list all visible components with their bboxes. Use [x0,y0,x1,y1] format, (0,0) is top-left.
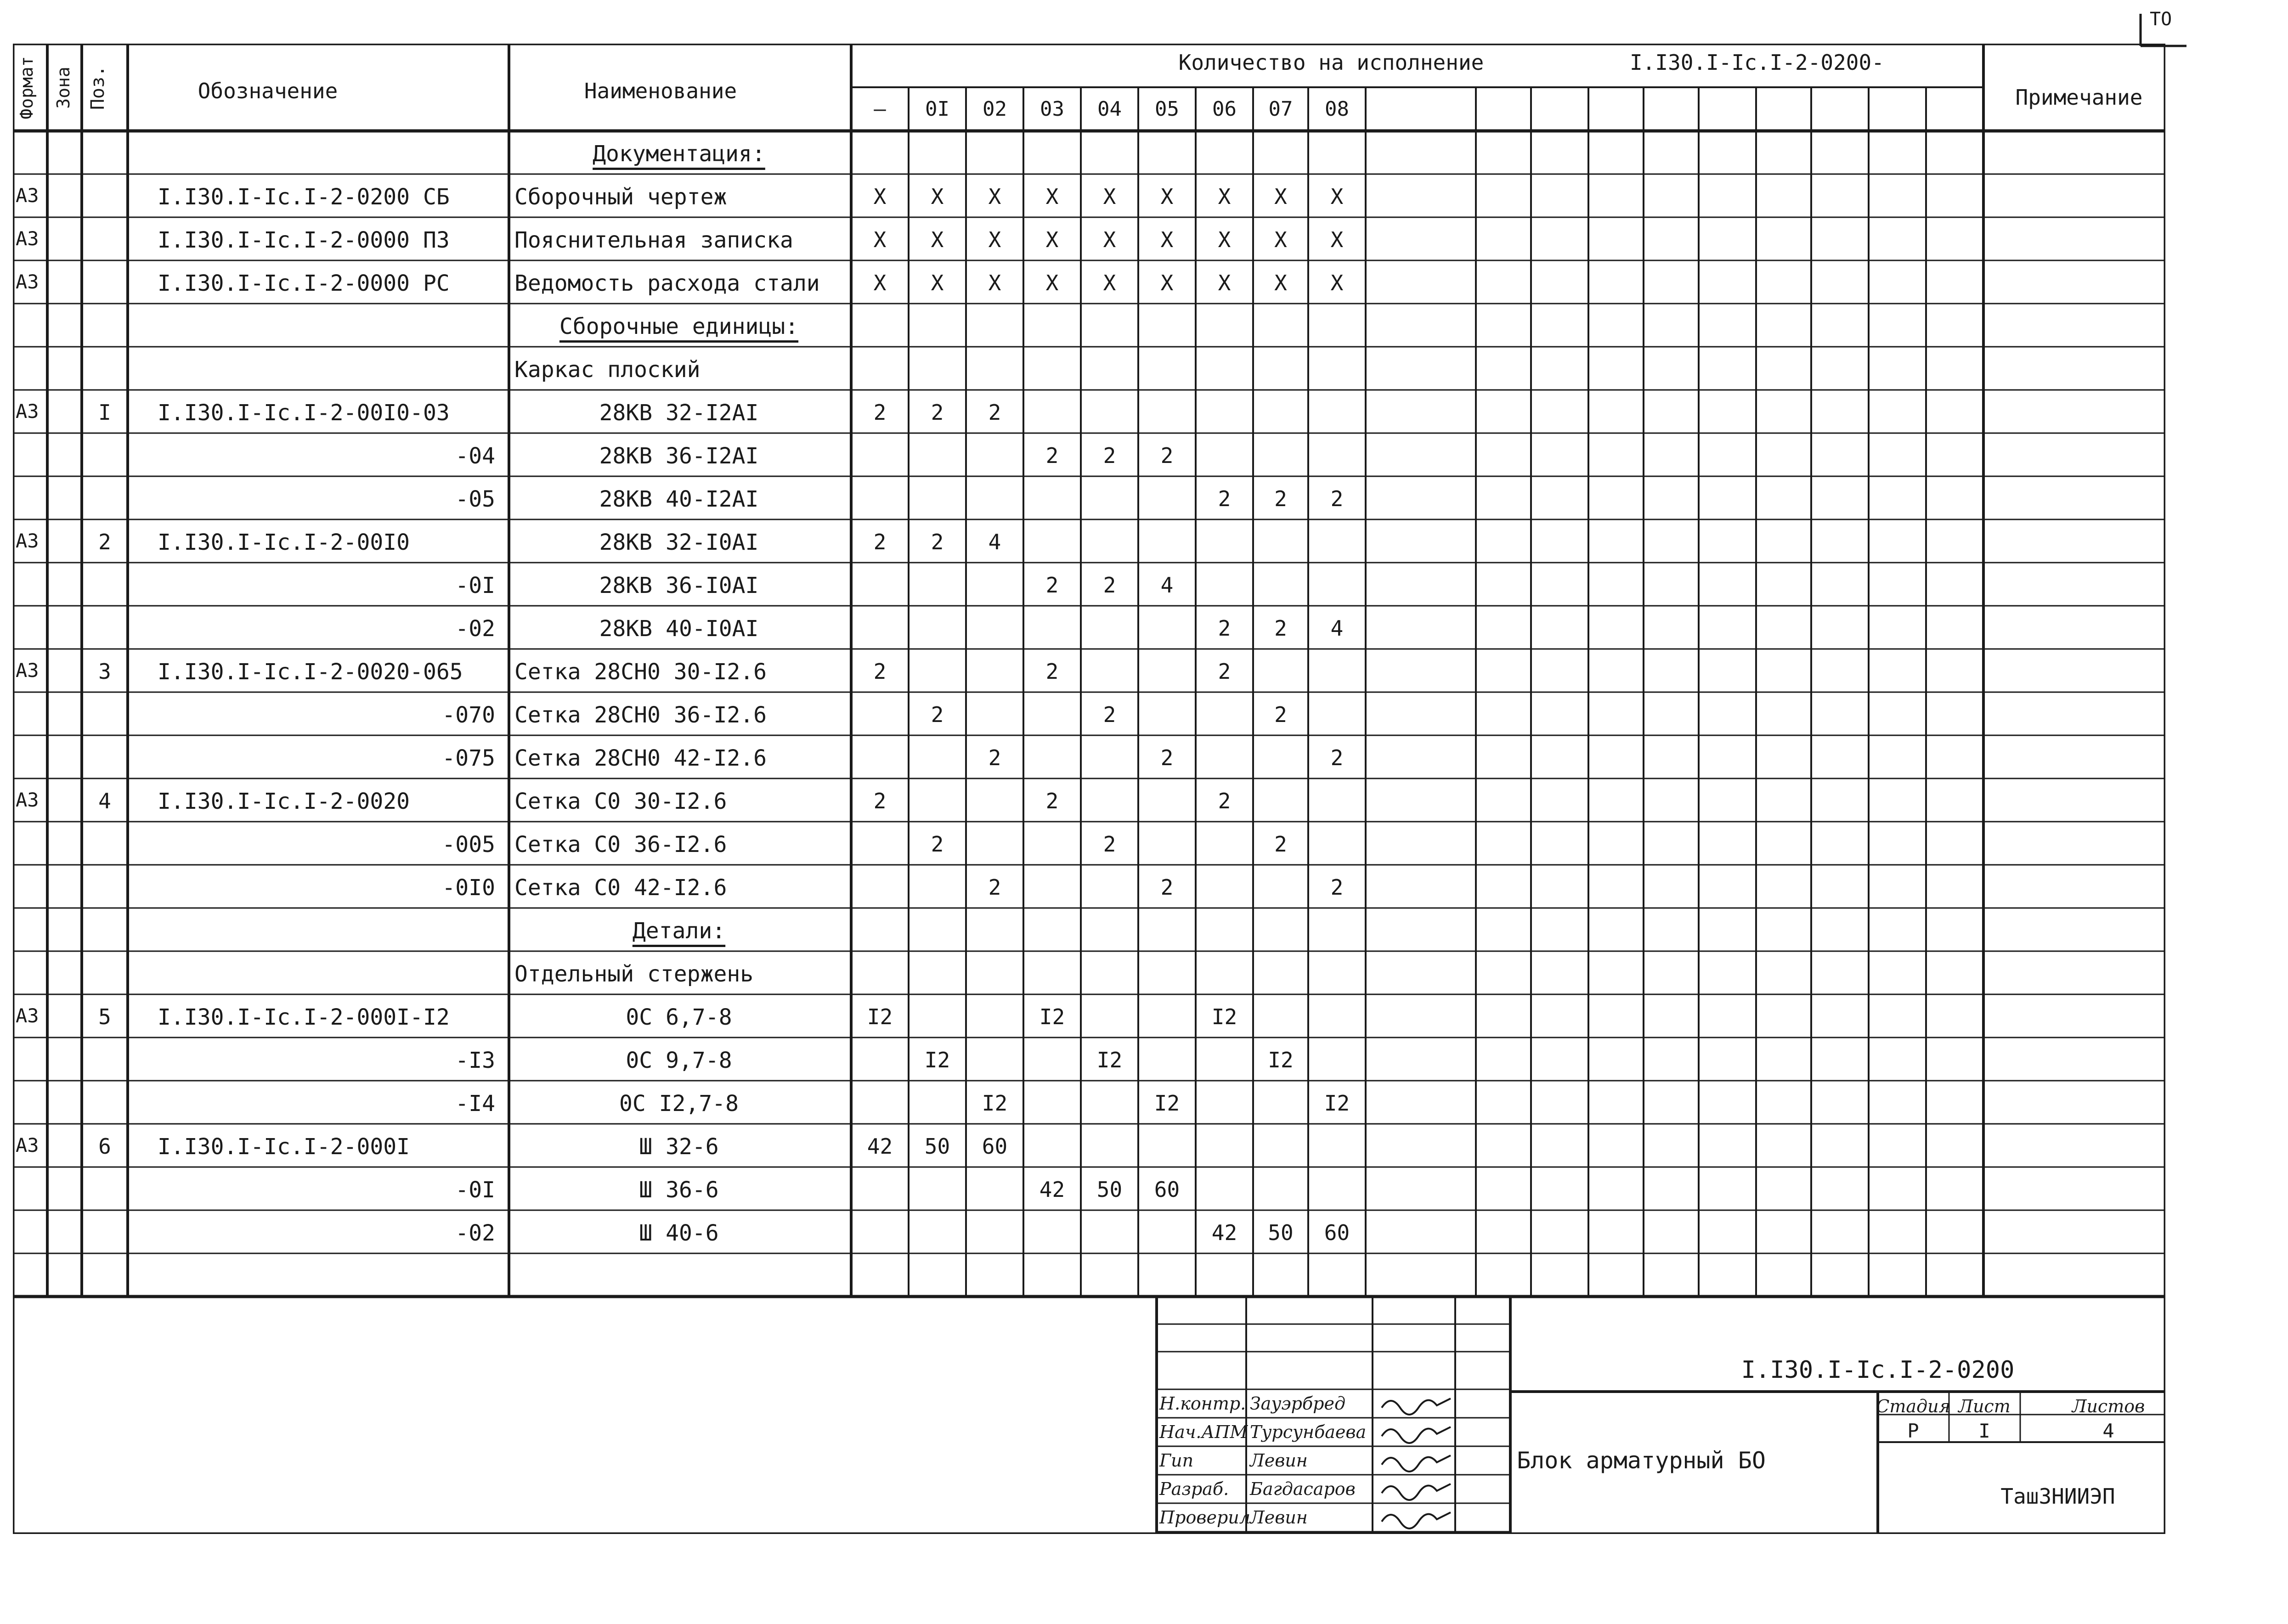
qty-cell: X [1218,271,1231,295]
row-pos: 6 [98,1134,111,1159]
row-designation: -I4 [455,1091,495,1116]
row-name: 28КВ 36-I2АI [599,443,759,469]
qty-cell: 2 [873,400,887,425]
row-name: Ш 36-6 [639,1177,719,1203]
qty-cell: 2 [931,702,944,727]
qty-col-header: 08 [1325,97,1349,121]
qty-cell: 2 [1218,659,1231,684]
row-name: 28КВ 40-I0АI [599,616,759,642]
row-designation: I.I30.I-Ic.I-2-0020 [158,789,410,814]
row-name: Сетка 28СН0 36-I2.6 [514,702,767,728]
sig-role: Разраб. [1159,1479,1229,1499]
sig-name: Турсунбаева [1250,1422,1367,1442]
qty-cell: X [988,227,1001,252]
row-name: Сетка С0 36-I2.6 [514,832,727,857]
header-qty-code: I.I30.I-Ic.I-2-0200- [1630,50,1884,75]
qty-cell: 4 [988,530,1001,554]
qty-col-header: 06 [1212,97,1237,121]
qty-cell: I2 [1324,1091,1350,1116]
row-name: Отдельный стержень [514,961,754,987]
qty-cell: X [988,271,1001,295]
sig-role: Гип [1159,1450,1194,1471]
corner-bracket [2136,0,2191,51]
row-designation: -04 [455,443,495,469]
signature-mark [1382,1398,1451,1415]
qty-cell: 2 [1045,573,1059,598]
row-pos: 5 [98,1004,111,1029]
qty-cell: X [931,227,944,252]
stage-value: Р [1907,1420,1919,1442]
row-designation: -070 [442,702,495,728]
row-designation: -075 [442,745,495,771]
header-format: Формат [17,56,37,119]
qty-cell: X [1160,271,1174,295]
row-designation: I.I30.I-Ic.I-2-00I0 [158,530,410,555]
row-name: 28КВ 32-I2АI [599,400,759,426]
sheets-label: Листов [2072,1396,2145,1416]
qty-cell: X [1045,271,1059,295]
qty-cell: 60 [982,1134,1008,1159]
row-designation: I.I30.I-Ic.I-2-0000 РС [158,271,450,296]
qty-cell: I2 [982,1091,1008,1116]
qty-cell: 2 [1218,789,1231,813]
qty-cell: X [873,184,887,209]
qty-cell: X [873,271,887,295]
spec-sheet [13,44,2165,1534]
qty-cell: X [1045,184,1059,209]
sheet-label: Лист [1958,1396,2011,1416]
qty-cell: 42 [1211,1220,1237,1245]
row-pos: 3 [98,659,111,684]
signature-mark [1382,1512,1451,1528]
row-format: А3 [16,530,39,552]
qty-cell: 2 [988,745,1001,770]
qty-col-header: 0I [925,97,949,121]
sig-name: Левин [1250,1507,1308,1528]
qty-cell: 50 [1096,1177,1123,1202]
qty-cell: 2 [1045,443,1059,468]
qty-cell: X [1218,184,1231,209]
row-designation: I.I30.I-Ic.I-2-0000 ПЗ [158,227,450,253]
qty-cell: 2 [1274,486,1287,511]
row-designation: -0I [455,573,495,598]
qty-cell: 2 [873,530,887,554]
qty-cell: 2 [1218,486,1231,511]
qty-cell: 2 [873,659,887,684]
row-name: Сетка 28СН0 30-I2.6 [514,659,767,685]
sig-role: Проверил [1159,1507,1250,1528]
header-designation: Обозначение [198,79,338,103]
row-designation: I.I30.I-Ic.I-2-0020-065 [158,659,463,685]
qty-col-header: 07 [1268,97,1293,121]
row-name: Ш 40-6 [639,1220,719,1246]
qty-cell: 50 [924,1134,950,1159]
row-designation: I.I30.I-Ic.I-2-00I0-03 [158,400,450,426]
qty-cell: 42 [1039,1177,1065,1202]
row-name: Сборочный чертеж [514,184,727,210]
qty-cell: I2 [1268,1048,1294,1072]
org-name: ТашЗНИИЭП [2000,1484,2115,1509]
qty-cell: 2 [1045,659,1059,684]
sheet-value: I [1978,1420,1990,1442]
header-pos: Поз. [87,65,108,110]
row-name: 0С I2,7-8 [619,1091,739,1116]
qty-cell: 2 [1160,875,1174,900]
header-name: Наименование [584,79,737,103]
qty-cell: X [1274,184,1287,209]
section-heading: Документация: [593,141,765,167]
qty-cell: 42 [867,1134,893,1159]
qty-cell: 50 [1268,1220,1294,1245]
qty-cell: 2 [931,832,944,857]
qty-cell: I2 [867,1004,893,1029]
qty-cell: X [1103,227,1116,252]
section-heading: Детали: [632,918,726,944]
row-format: А3 [16,400,39,423]
signature-mark [1382,1484,1451,1500]
row-designation: I.I30.I-Ic.I-2-0200 СБ [158,184,450,210]
qty-cell: 2 [1330,486,1344,511]
row-designation: I.I30.I-Ic.I-2-000I-I2 [158,1004,450,1030]
row-name: Пояснительная записка [514,227,793,253]
row-pos: 2 [98,530,111,554]
qty-cell: I2 [924,1048,950,1072]
qty-cell: 2 [1103,702,1116,727]
qty-cell: X [1274,227,1287,252]
row-designation: -05 [455,486,495,512]
row-designation: -02 [455,616,495,642]
sheet-corner-mark: TO [2150,9,2172,30]
qty-cell: X [1330,184,1344,209]
qty-cell: 60 [1324,1220,1350,1245]
qty-col-header: 04 [1097,97,1122,121]
row-pos: I [98,400,111,425]
signature-mark [1382,1455,1451,1472]
qty-cell: X [1160,184,1174,209]
qty-cell: X [988,184,1001,209]
sheets-value: 4 [2102,1420,2114,1442]
qty-cell: X [931,271,944,295]
qty-cell: I2 [1154,1091,1180,1116]
qty-cell: 2 [1274,702,1287,727]
signature-mark [1382,1427,1451,1443]
qty-cell: 2 [931,400,944,425]
title-name: Блок арматурный БО [1517,1447,1766,1474]
qty-cell: 2 [1045,789,1059,813]
qty-cell: I2 [1211,1004,1237,1029]
qty-cell: 2 [1330,745,1344,770]
qty-cell: 2 [988,875,1001,900]
row-format: А3 [16,184,39,207]
sig-name: Левин [1250,1450,1308,1471]
qty-cell: 2 [1274,832,1287,857]
qty-col-header: 02 [983,97,1007,121]
row-format: А3 [16,1004,39,1027]
qty-cell: X [1103,271,1116,295]
row-name: Сетка С0 42-I2.6 [514,875,727,901]
header-note: Примечание [2015,85,2143,110]
row-format: А3 [16,789,39,811]
header-qty-title: Количество на исполнение [1178,50,1484,75]
row-name: 28КВ 36-I0АI [599,573,759,598]
qty-col-header: 03 [1040,97,1064,121]
stage-label: Стадия [1876,1396,1950,1416]
qty-cell: 2 [1160,443,1174,468]
row-name: Сетка С0 30-I2.6 [514,789,727,814]
qty-cell: 60 [1154,1177,1180,1202]
qty-cell: X [1103,184,1116,209]
row-designation: I.I30.I-Ic.I-2-000I [158,1134,410,1160]
qty-cell: X [1045,227,1059,252]
qty-cell: 2 [988,400,1001,425]
row-designation: -0I [455,1177,495,1203]
sig-name: Зауэрбред [1250,1393,1346,1414]
row-format: А3 [16,1134,39,1156]
qty-cell: 2 [1274,616,1287,641]
sig-name: Багдасаров [1250,1479,1356,1499]
qty-cell: 2 [931,530,944,554]
row-designation: -02 [455,1220,495,1246]
sig-role: Н.контр. [1159,1393,1246,1414]
row-designation: -005 [442,832,495,857]
row-name: Ш 32-6 [639,1134,719,1160]
row-name: 28КВ 40-I2АI [599,486,759,512]
qty-col-header: – [874,97,886,121]
row-name: Каркас плоский [514,357,701,383]
qty-cell: X [1330,227,1344,252]
qty-cell: I2 [1039,1004,1065,1029]
qty-cell: 4 [1160,573,1174,598]
qty-col-header: 05 [1155,97,1179,121]
section-heading: Сборочные единицы: [559,314,799,339]
qty-cell: X [1218,227,1231,252]
qty-cell: X [1160,227,1174,252]
row-name: 0С 6,7-8 [626,1004,732,1030]
row-name: 0С 9,7-8 [626,1048,732,1073]
qty-cell: I2 [1096,1048,1123,1072]
qty-cell: 2 [1218,616,1231,641]
qty-cell: 4 [1330,616,1344,641]
row-format: А3 [16,659,39,682]
qty-cell: 2 [1103,443,1116,468]
qty-cell: X [873,227,887,252]
sig-role: Нач.АПМ [1159,1422,1248,1442]
row-designation: -0I0 [442,875,495,901]
qty-cell: X [1330,271,1344,295]
row-name: Сетка 28СН0 42-I2.6 [514,745,767,771]
row-format: А3 [16,227,39,250]
qty-cell: X [931,184,944,209]
row-format: А3 [16,271,39,293]
qty-cell: 2 [1103,832,1116,857]
title-doc-code: I.I30.I-Ic.I-2-0200 [1741,1356,2015,1384]
row-name: Ведомость расхода стали [514,271,820,296]
row-pos: 4 [98,789,111,813]
qty-cell: 2 [1103,573,1116,598]
row-designation: -I3 [455,1048,495,1073]
header-zone: Зона [53,67,73,109]
qty-cell: 2 [873,789,887,813]
qty-cell: 2 [1330,875,1344,900]
qty-cell: 2 [1160,745,1174,770]
row-name: 28КВ 32-I0АI [599,530,759,555]
qty-cell: X [1274,271,1287,295]
